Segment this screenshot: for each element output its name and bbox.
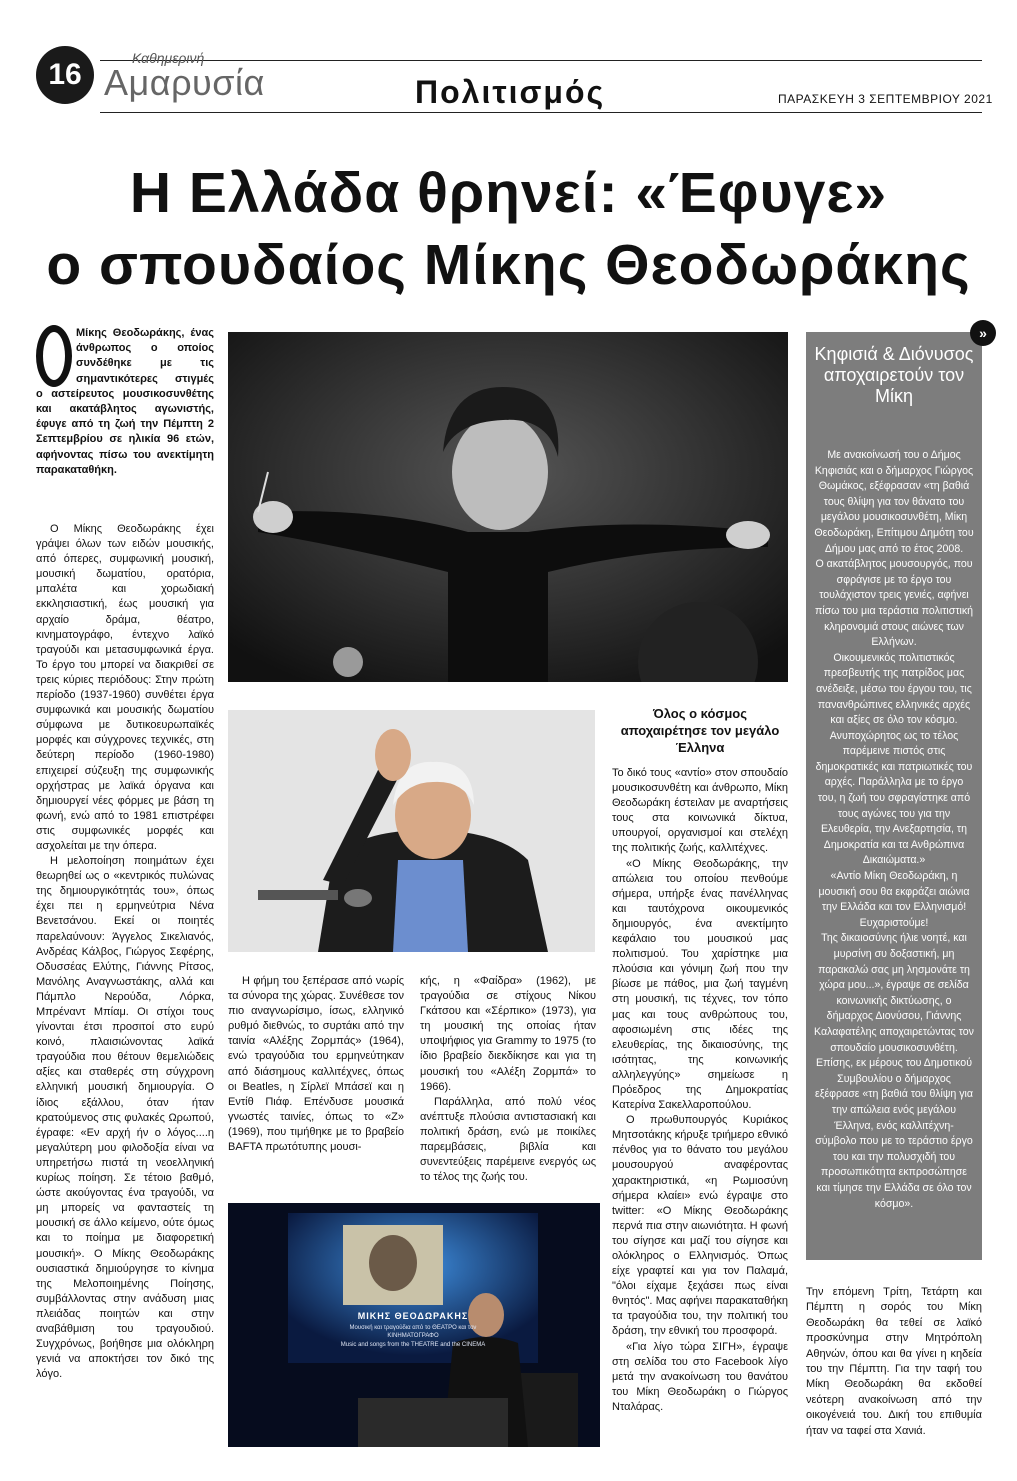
lead-paragraph-top — [76, 326, 214, 386]
poster-subtitle-greek: Μουσική και τραγούδια από το ΘΕΑΤΡΟ και τον ΚΙΝΗΜΑΤΟΓΡΑΦΟ — [349, 1325, 477, 1339]
conductor-photo — [228, 332, 788, 682]
concert-photo — [228, 1203, 600, 1447]
sidebar-paragraph: Ανυποχώρητος ως το τέλος παρέμεινε πιστός στις δημοκρατικές και πατριωτικές του αρχές. Παράλληλα με το έργο του, η ζωή του σφραγίστηκε από τους αγώνες του για την Ελευθερία, την Ανεξαρτησία, τη Δημοκρατία και τα Ανθρώπινα Δικαιώματα.» — [815, 729, 973, 867]
lead-paragraph-bottom — [36, 386, 214, 508]
world-section-title: Όλος ο κόσμος αποχαιρέτησε τον μεγάλο Έλληνα — [620, 706, 780, 755]
world-paragraph: Ο πρωθυπουργός Κυριάκος Μητσοτάκης κήρυξε τριήμερο εθνικό πένθος για το θάνατο του μεγάλου μουσουργού αναφέροντας χαρακτηριστικά, «η Ρωμιοσύνη σήμερα κλαίει» ενώ έγραψε στο twitter: «Ο Μίκης Θεοδωράκης περνά πια στην αιωνιότητα. Η φωνή του σίγησε και μαζί του σίγησε και ολόκληρος ο Ελληνισμός. Όπως είχε γραφτεί και για τον Παλαμά, "όλοι είχαμε ξεχάσει πως είναι θνητός". Μας αφήνει παρακαταθήκη τα τραγούδια του, την πολιτική του δράση, την εθνική του προσφορά. — [612, 1114, 788, 1338]
world-paragraph: «Ο Μίκης Θεοδωράκης, την απώλεια του οποίου πενθούμε σήμερα, υπήρξε ένας πανέλληνας και ταυτόχρονα οικουμενικός δημιουργός, ένα ανεκτίμητο κεφάλαιο του μουσικού μας πολιτισμού. Του χαρίστηκε μια πλούσια και γόνιμη ζωή που την βίωσε με πάθος, μια ζωή ταγμένη στη μουσική, τις τέχνες, τον τόπο μας και τους ανθρώπους του, αφοσιωμένη στις ιδέες της ελευθερίας, της δικαιοσύνης, της ισότητας, της κοινωνικής αλληλεγγύης» σημείωσε η Πρόεδρος της Δημοκρατίας Κατερίνα Σακελλαροπούλου. — [612, 857, 788, 1112]
article-paragraph: κής, η «Φαίδρα» (1962), με τραγούδια σε στίχους Νίκου Γκάτσου και «Σέρπικο» (1973), για τη μουσική της οποίας ήταν υποψήφιος για Grammy το 1975 (το ίδιο βραβείο διεκδίκησε και για τη μουσική του «Αλέξη Ζορμπά» το 1966). — [420, 975, 596, 1093]
funeral-announcement — [806, 1285, 982, 1451]
article-column-1 — [36, 522, 214, 1452]
double-chevron-down-icon: » — [970, 320, 996, 346]
article-paragraph: Ο Μίκης Θεοδωράκης έχει γράψει όλων των ειδών μουσικής, από όπερες, συμφωνική μουσική, μουσική δωματίου, ορατόρια, μπαλέτα και χορωδιακή εκκλησιαστική, έως μουσική για αρχαίο δράμα, θέατρο, κινηματογράφο, έντεχνο λαϊκό τραγούδι και μετασυμφωνικά έργα. Το έργο του μπορεί να διακριθεί σε τρεις κύριες περιόδους: Στην πρώτη περίοδο (1937-1960) συνθέτει έργα συμφωνικά και μουσικής δωματίου σύμφωνα με δυτικοευρωπαϊκές μορφές και σύγχρονες τεχνικές, στη δεύτερη περίοδο (1960-1980) επιχειρεί σύζευξη της συμφωνικής ορχήστρας με λαϊκά όργανα και δημιουργεί νέες φόρμες με βάση τη φωνή, ενώ από το 1981 επιστρέφει στις συμφωνικές μορφές και ασχολείται με την όπερα. — [36, 523, 214, 852]
section-title: Πολιτισμός — [415, 74, 606, 110]
waving-photo — [228, 710, 595, 952]
lead-text-continued: ο αστείρευτος μουσικοσυνθέτης και ακατάβλητος αγωνιστής, έφυγε από τη ζωή την Πέμπτη 2 Σεπτεμβρίου σε ηλικία 96 ετών, αφήνοντας πίσω του ανεκτίμητη παρακαταθήκη. — [36, 387, 214, 476]
article-paragraph: Παράλληλα, από πολύ νέος ανέπτυξε πλούσια αντιστασιακή και πολιτική δράση, ενώ με ποικίλες παρεμβάσεις, βιβλία και συνεντεύξεις παρέμεινε ενεργός ως το τέλος της ζωής του. — [420, 1095, 596, 1184]
sidebar-paragraph: Ο ακατάβλητος μουσουργός, που σφράγισε με το έργο του τουλάχιστον τρεις γενιές, αφήνει πίσω του μια τεράστια πολιτιστική κληρονομιά στους αιώνες των Ελλήνων. — [814, 558, 974, 649]
brand-subtitle: Καθημερινή — [132, 50, 205, 66]
drop-cap-letter — [36, 325, 72, 387]
world-paragraph: «Για λίγο τώρα ΣΙΓΗ», έγραψε στη σελίδα του στο Facebook λίγο μετά την ανακοίνωση του θανάτου του Μίκη Θεοδωράκη ο Γιώργος Νταλάρας. — [612, 1340, 788, 1413]
poster-subtitle-english: Music and songs from the THEATRE and the CINEMA — [340, 1342, 486, 1348]
sidebar-paragraph: Επίσης, εκ μέρους του Δημοτικού Συμβουλίου ο δήμαρχος εξέφρασε «τη βαθιά του θλίψη για την απώλεια ενός μεγάλου Έλληνα, ενός καλλιτέχνη-σύμβολο που με το τεράστιο έργο του και την πολυσχιδή του προσωπικότητα εκπροσώπησε και τίμησε την Ελλάδα σε όλο τον κόσμο». — [814, 1057, 974, 1210]
lead-text: Μίκης Θεοδωράκης, ένας άνθρωπος ο οποίος συνδέθηκε με τις σημαντικότερες στιγμές — [76, 327, 214, 385]
sidebar-paragraph: Με ανακοίνωσή του ο Δήμος Κηφισιάς και ο δήμαρχος Γιώργος Θωμάκος, εξέφρασαν «τη βαθιά τους θλίψη για τον θάνατο του μεγάλου μουσικοσυνθέτη, Μίκη Θεοδωράκη, Επίτιμου Δημότη του Δήμου μας από το έτος 2008. — [814, 449, 974, 555]
headline-line-1: Η Ελλάδα θρηνεί: «Έφυγε» — [129, 161, 888, 225]
sidebar-title: Κηφισιά & Διόνυσος αποχαιρετούν τον Μίκη — [814, 344, 974, 406]
conductor-illustration — [228, 332, 788, 682]
issue-date: ΠΑΡΑΣΚΕΥΗ 3 ΣΕΠΤΕΜΒΡΙΟΥ 2021 — [778, 92, 993, 106]
sidebar-body — [814, 448, 974, 1254]
article-paragraph: Η μελοποίηση ποιημάτων έχει θεωρηθεί ως ο «κεντρικός πυλώνας της δημιουργικότητάς του», όπως έχει πει η ερμηνεύτρια Νένα Βενετσάνου. Εκεί οι ποιητές παρελαύνουν: Άγγελος Σικελιανός, Ανδρέας Κάλβος, Γιώργος Σεφέρης, Οδυσσέας Ελύτης, Γιάννης Ρίτσος, Μανόλης Αναγνωστάκης, αλλά και Πάμπλο Νερούδα, Λόρκα, Μπρέναντ Μπίαμ. Οι στίχοι τους γίνονται έτσι προσιτοί στο ευρύ κοινό, πλαισιώνοντας λαϊκά τραγούδια που θέτουν θεμελιώδεις αξίες και σταθερές στη σύγχρονη ελληνική μουσική δημιουργία. Ο ίδιος εξάλλου, όταν ήταν κρατούμενος στις φυλακές Ωρωπού, έγραφε: «Εν αρχή ήν ο λόγος....η μεγαλύτερη μου φιλοδοξία είναι να υπηρετήσω πιστά τη νεοελληνική κυρίως ποίηση. Σε τέτοιο βαθμό, ώστε ακούγοντας ένα τραγούδι, να μη μπορείς να φανταστείς τη μουσική σε άλλο κείμενο, ούτε όμως και το ποίημα με διαφορετική μουσική». Ο Μίκης Θεοδωράκης ουσιαστικά δημιούργησε το κίνημα της Μελοποιημένης Ποίησης, συμβάλλοντας στην ανάδυση μιας πλειάδας ποιητών και στην αναβάθμιση του τραγουδιού. Συγχρόνως, βοήθησε μια ολόκληρη γενιά να αποκτήσει τον δικό της λόγο. — [36, 855, 214, 1381]
funeral-text: Την επόμενη Τρίτη, Τετάρτη και Πέμπτη η σορός του Μίκη Θεοδωράκη θα τεθεί σε λαϊκό προσκύνημα στην Μητρόπολη Αθηνών, όπου και θα γίνει η κηδεία του την Πέμπτη. Για την ταφή του Μίκη Θεοδωράκη θα εκδοθεί νεότερη ανακοίνωση από την οικογένειά του. Δική του επιθυμία ήταν να ταφεί στα Χανιά. — [806, 1286, 982, 1437]
world-paragraph: Το δικό τους «αντίο» στον σπουδαίο μουσικοσυνθέτη και άνθρωπο, Μίκη Θεοδωράκη έστειλαν με αναρτήσεις τους στα κοινωνικά δίκτυα, υπουργοί, οργανισμοί και στελέχη της πολιτικής ζωής, καλλιτέχνες. — [612, 767, 788, 855]
poster-name: ΜΙΚΗΣ ΘΕΟΔΩΡΑΚΗΣ — [357, 1311, 469, 1321]
waving-illustration — [228, 710, 595, 952]
header-bottom-rule — [100, 112, 982, 113]
article-column-2 — [228, 974, 404, 1194]
header-top-rule — [100, 60, 982, 61]
sidebar-paragraph: Οικουμενικός πολιτιστικός πρεσβευτής της πατρίδος μας ανέδειξε, μέσω του έργου του, τις πανανθρώπινες ελληνικές αρχές και αξίες σε όλο τον κόσμο. — [816, 651, 972, 727]
headline-line-2: ο σπουδαίος Μίκης Θεοδωράκης — [46, 233, 971, 297]
sidebar-paragraph: Της δικαιοσύνης ήλιε νοητέ, και μυρσίνη συ δοξαστική, μη παρακαλώ σας μη λησμονάτε τη χώρα μου...», έγραψε σε σελίδα κοινωνικής δικτύωσης, ο δήμαρχος Διονύσου, Γιάννης Καλαφατέλης αποχαιρετώντας τον σπουδαίο μουσικοσυνθέτη. — [814, 932, 974, 1054]
article-paragraph: Η φήμη του ξεπέρασε από νωρίς τα σύνορα της χώρας. Συνέθεσε τον πιο αναγνωρίσιμο, ίσως, ελληνικό ρυθμό διεθνώς, το συρτάκι από την ταινία «Αλέξης Ζορμπάς» (1964), ενώ τραγούδια του ερμηνεύτηκαν από διάσημους καλλιτέχνες, όπως οι Beatles, η Σίρλεϊ Μπάσεϊ και η Εντίθ Πιάφ. Επένδυσε μουσικά γνωστές ταινίες, όπως το «Ζ» (1969), που τιμήθηκε με το βραβείο BAFTA πρωτότυπης μουσι- — [228, 975, 404, 1154]
article-column-3 — [420, 974, 596, 1194]
page-number: 16 — [36, 46, 94, 104]
brand-logo: Αμαρυσία — [104, 62, 265, 103]
sidebar-paragraph: «Αντίο Μίκη Θεοδωράκη, η μουσική σου θα εκφράζει αιώνια την Ελλάδα και τον Ελληνισμό! Ευχαριστούμε! — [818, 870, 970, 929]
world-section-body — [612, 766, 788, 1452]
